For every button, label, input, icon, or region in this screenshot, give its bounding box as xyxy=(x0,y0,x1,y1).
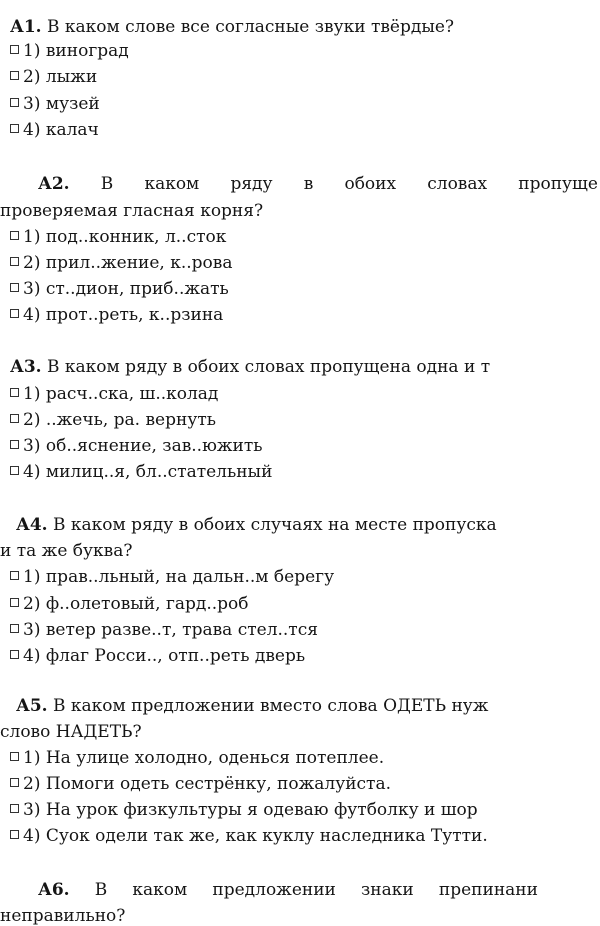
question-word: словах xyxy=(427,174,488,194)
checkbox-icon[interactable] xyxy=(10,71,19,80)
option-label: 3) На урок физкультуры я одеваю футболку и шор xyxy=(23,800,478,820)
question-a2-text xyxy=(38,174,598,194)
question-word: в xyxy=(303,174,314,194)
option-label: 1) прав..льный, на дальн..м берегу xyxy=(23,567,335,587)
option-label: 4) Суок одели так же, как куклу наследника Тутти. xyxy=(23,826,488,846)
question-a1-text xyxy=(10,17,454,37)
question-prompt: В каком ряду в обоих словах пропущена одна и т xyxy=(47,357,491,377)
option-label: 1) На улице холодно, оденься потеплее. xyxy=(23,748,385,768)
option-label: 2) лыжи xyxy=(23,67,98,87)
checkbox-icon[interactable] xyxy=(10,466,19,475)
question-prompt: В каком слове все согласные звуки твёрдые? xyxy=(47,17,455,37)
checkbox-icon[interactable] xyxy=(10,804,19,813)
answer-option[interactable] xyxy=(10,800,478,820)
checkbox-icon[interactable] xyxy=(10,388,19,397)
answer-option[interactable] xyxy=(10,594,249,614)
answer-option[interactable] xyxy=(10,384,218,404)
answer-option[interactable] xyxy=(10,253,233,273)
question-number: А4. xyxy=(16,515,48,535)
checkbox-icon[interactable] xyxy=(10,414,19,423)
question-word: препинани xyxy=(438,880,538,900)
option-label: 3) ст..дион, приб..жать xyxy=(23,279,229,299)
question-word: ряду xyxy=(230,174,273,194)
option-label: 3) об..яснение, зав..южить xyxy=(23,436,263,456)
question-a6-text-cont: неправильно? xyxy=(0,906,126,926)
checkbox-icon[interactable] xyxy=(10,778,19,787)
option-label: 2) Помоги одеть сестрёнку, пожалуйста. xyxy=(23,774,391,794)
question-number: А6. xyxy=(38,880,70,900)
option-label: 1) виноград xyxy=(23,41,129,61)
answer-option[interactable] xyxy=(10,410,216,430)
answer-option[interactable] xyxy=(10,826,488,846)
question-word: каком xyxy=(132,880,188,900)
question-number: А2. xyxy=(38,174,70,194)
answer-option[interactable] xyxy=(10,279,229,299)
option-label: 3) ветер разве..т, трава стел..тся xyxy=(23,620,318,640)
checkbox-icon[interactable] xyxy=(10,650,19,659)
question-word: знаки xyxy=(361,880,414,900)
question-number: А3. xyxy=(10,357,42,377)
question-a6-text xyxy=(38,880,538,900)
question-word: предложении xyxy=(212,880,336,900)
checkbox-icon[interactable] xyxy=(10,598,19,607)
answer-option[interactable] xyxy=(10,436,263,456)
option-label: 2) ..жечь, ра. вернуть xyxy=(23,410,216,430)
checkbox-icon[interactable] xyxy=(10,624,19,633)
question-a4-text-cont: и та же буква? xyxy=(0,541,133,561)
question-word: обоих xyxy=(344,174,397,194)
question-a3-text xyxy=(10,357,490,377)
option-label: 4) калач xyxy=(23,120,99,140)
answer-option[interactable] xyxy=(10,41,129,61)
answer-option[interactable] xyxy=(10,67,97,87)
answer-option[interactable] xyxy=(10,646,305,666)
question-a5-text-cont: слово НАДЕТЬ? xyxy=(0,722,142,742)
checkbox-icon[interactable] xyxy=(10,830,19,839)
option-label: 4) милиц..я, бл..стательный xyxy=(23,462,273,482)
question-a2-text-cont: проверяемая гласная корня? xyxy=(0,201,264,221)
question-word: пропуще xyxy=(518,174,598,194)
question-a5-text xyxy=(16,696,488,716)
option-label: 2) прил..жение, к..рова xyxy=(23,253,233,273)
question-a4-text xyxy=(16,515,497,535)
checkbox-icon[interactable] xyxy=(10,752,19,761)
answer-option[interactable] xyxy=(10,567,334,587)
answer-option[interactable] xyxy=(10,462,272,482)
question-prompt: В каком ряду в обоих случаях на месте пропуска xyxy=(53,515,497,535)
answer-option[interactable] xyxy=(10,227,226,247)
question-word: В xyxy=(94,880,108,900)
answer-option[interactable] xyxy=(10,305,223,325)
checkbox-icon[interactable] xyxy=(10,440,19,449)
checkbox-icon[interactable] xyxy=(10,45,19,54)
option-label: 3) музей xyxy=(23,94,100,114)
checkbox-icon[interactable] xyxy=(10,309,19,318)
answer-option[interactable] xyxy=(10,94,100,114)
option-label: 1) под..конник, л..сток xyxy=(23,227,227,247)
option-label: 2) ф..олетовый, гард..роб xyxy=(23,594,249,614)
question-number: А5. xyxy=(16,696,48,716)
answer-option[interactable] xyxy=(10,120,99,140)
checkbox-icon[interactable] xyxy=(10,571,19,580)
checkbox-icon[interactable] xyxy=(10,98,19,107)
question-word: В xyxy=(100,174,114,194)
answer-option[interactable] xyxy=(10,620,318,640)
option-label: 4) флаг Росси.., отп..реть дверь xyxy=(23,646,306,666)
checkbox-icon[interactable] xyxy=(10,283,19,292)
answer-option[interactable] xyxy=(10,774,391,794)
option-label: 1) расч..ска, ш..колад xyxy=(23,384,219,404)
option-label: 4) прот..реть, к..рзина xyxy=(23,305,224,325)
question-word: каком xyxy=(144,174,200,194)
checkbox-icon[interactable] xyxy=(10,257,19,266)
question-number: А1. xyxy=(10,17,42,37)
answer-option[interactable] xyxy=(10,748,384,768)
checkbox-icon[interactable] xyxy=(10,124,19,133)
checkbox-icon[interactable] xyxy=(10,231,19,240)
question-prompt: В каком предложении вместо слова ОДЕТЬ нуж xyxy=(53,696,489,716)
